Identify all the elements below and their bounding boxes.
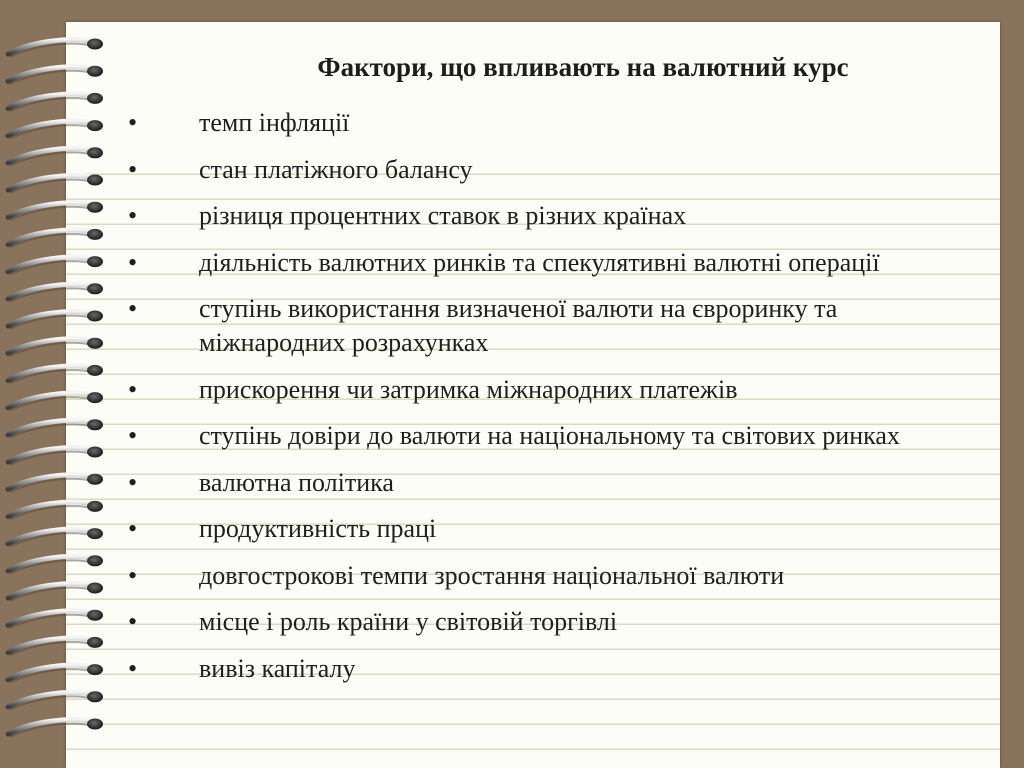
- spiral-coil: [8, 39, 103, 58]
- spiral-coil: [8, 175, 103, 194]
- spiral-coil: [8, 202, 103, 221]
- spiral-coil: [8, 637, 103, 656]
- list-item: [66, 106, 1000, 140]
- list-item: [66, 466, 1000, 500]
- bullet-icon: •: [128, 294, 138, 323]
- bullet-icon: •: [128, 201, 138, 230]
- list-item-text: валютна політика: [199, 467, 394, 497]
- spiral-coil: [8, 528, 103, 547]
- spiral-coil: [8, 610, 103, 629]
- list-item-text: стан платіжного балансу: [199, 154, 473, 184]
- list-item: [66, 246, 1000, 280]
- bullet-icon: •: [128, 607, 138, 636]
- spiral-coil: [8, 120, 103, 139]
- spiral-coil: [8, 93, 103, 112]
- list-item: [66, 153, 1000, 187]
- spiral-coil: [8, 229, 103, 248]
- list-item: [66, 199, 1000, 233]
- bullet-icon: •: [128, 514, 138, 543]
- list-item: [66, 559, 1000, 593]
- spiral-coil: [8, 691, 103, 710]
- spiral-coil: [8, 419, 103, 438]
- spiral-coil: [8, 338, 103, 357]
- list-item-text: ступінь довіри до валюти на національному та світових ринках: [199, 421, 900, 450]
- spiral-coil: [8, 392, 103, 411]
- list-item-text: місце і роль країни у світовій торгівлі: [199, 607, 618, 636]
- bullet-icon: •: [128, 374, 138, 404]
- spiral-binding-icon: [0, 30, 110, 750]
- spiral-coil: [8, 365, 103, 384]
- list-item-text: ступінь використання визначеної валюти на євроринку та міжнародних розрахунках: [199, 294, 838, 357]
- spiral-coil: [8, 283, 103, 302]
- factor-list: [66, 106, 1000, 698]
- bullet-icon: •: [128, 653, 138, 683]
- list-item: [66, 605, 1000, 639]
- list-item: [66, 512, 1000, 546]
- spiral-coil: [8, 474, 103, 493]
- spiral-coil: [8, 447, 103, 466]
- bullet-icon: •: [128, 421, 138, 450]
- bullet-icon: •: [128, 108, 138, 137]
- list-item-text: різниця процентних ставок в різних країнах: [199, 201, 687, 230]
- list-item-text: довгострокові темпи зростання національної валюти: [199, 560, 785, 590]
- spiral-coil: [8, 147, 103, 166]
- notebook-page: [66, 22, 1000, 768]
- bullet-icon: •: [128, 247, 138, 277]
- list-item: [66, 419, 1000, 453]
- list-item-text: вивіз капіталу: [199, 653, 356, 683]
- list-item-text: темп інфляції: [199, 108, 350, 137]
- list-item: [66, 292, 1000, 360]
- bullet-icon: •: [128, 154, 138, 184]
- spiral-coil: [8, 311, 103, 330]
- spiral-coil: [8, 583, 103, 602]
- spiral-coil: [8, 66, 103, 85]
- spiral-coil: [8, 555, 103, 574]
- list-item-text: продуктивність праці: [199, 514, 437, 543]
- bullet-icon: •: [128, 560, 138, 590]
- list-item: [66, 652, 1000, 686]
- list-item: [66, 373, 1000, 407]
- list-item-text: діяльність валютних ринків та спекулятивні валютні операції: [199, 247, 880, 277]
- spiral-coil: [8, 256, 103, 275]
- spiral-coil: [8, 501, 103, 520]
- list-item-text: прискорення чи затримка міжнародних платежів: [199, 374, 738, 404]
- spiral-coil: [8, 719, 103, 738]
- bullet-icon: •: [128, 467, 138, 497]
- spiral-coil: [8, 664, 103, 683]
- slide-title: Фактори, що впливають на валютний курс: [317, 52, 849, 82]
